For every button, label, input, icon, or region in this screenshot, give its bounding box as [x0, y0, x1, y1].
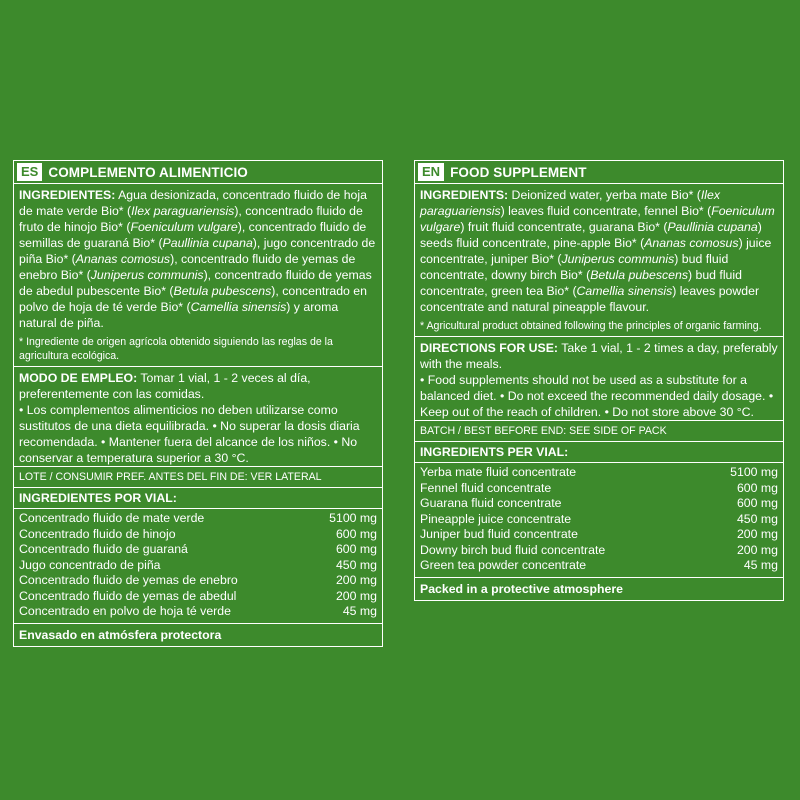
ingredient-quantity: 600 mg: [335, 542, 377, 556]
usage-instructions: Tomar 1 vial, 1 - 2 veces al día, preferentemente con las comidas.: [19, 371, 311, 401]
ingredient-name: Concentrado fluido de yemas de abedul: [19, 588, 237, 603]
ingredient-row: [420, 496, 778, 512]
per-vial-section: [14, 488, 382, 624]
ingredients-text: [420, 187, 778, 315]
organic-note: * Ingrediente de origen agrícola obtenido siguiendo las reglas de la agricultura ecológica.: [19, 336, 333, 362]
ingredient-quantity: 5100 mg: [730, 465, 778, 479]
ingredients-fragment: ) leaves fluid concentrate, fennel Bio* (: [500, 204, 712, 218]
ingredient-name: Yerba mate fluid concentrate: [420, 465, 577, 479]
organic-note: * Agricultural product obtained following the principles of organic farming.: [420, 320, 762, 332]
ingredient-row: [420, 558, 778, 574]
latin-name: Ananas comosus: [75, 252, 171, 266]
ingredient-name: Jugo concentrado de piña: [19, 557, 161, 572]
ingredients-fragment: ), concentrado fluido de yemas de enebro Bio* (: [19, 252, 356, 282]
latin-name: Betula pubescens: [590, 268, 688, 282]
ingredient-row: [420, 527, 778, 543]
ingredient-name: Concentrado en polvo de hoja té verde: [19, 604, 231, 618]
ingredients-fragment: ) bud fluid concentrate, green tea Bio* (: [420, 268, 742, 298]
ingredients-section: [415, 184, 783, 337]
per-vial-label: INGREDIENTES POR VIAL:: [14, 488, 382, 509]
latin-name: Camellia sinensis: [190, 300, 287, 314]
usage-section: [14, 367, 382, 488]
ingredients-fragment: ), jugo concentrado de piña Bio* (: [19, 236, 376, 266]
ingredient-name: Fennel fluid concentrate: [420, 480, 552, 495]
ingredient-row: [420, 543, 778, 559]
ingredient-row: [420, 465, 778, 481]
ingredient-row: [19, 589, 377, 605]
ingredient-row: [19, 511, 377, 527]
latin-name: Juniperus communis: [561, 252, 675, 266]
per-vial-table: [420, 465, 778, 574]
ingredient-quantity: 5100 mg: [329, 511, 377, 525]
ingredient-name: Concentrado fluido de yemas de enebro: [19, 573, 238, 587]
usage-instructions: Take 1 vial, 1 - 2 times a day, preferably with the meals.: [420, 341, 778, 371]
usage-label: DIRECTIONS FOR USE:: [420, 341, 559, 355]
ingredient-name: Pineapple juice concentrate: [420, 511, 572, 526]
latin-name: Camellia sinensis: [576, 284, 673, 298]
ingredient-quantity: 600 mg: [736, 496, 778, 510]
latin-name: Ilex paraguariensis: [420, 188, 721, 218]
ingredient-quantity: 45 mg: [342, 604, 377, 618]
per-vial-table: [19, 511, 377, 620]
latin-name: Paullinia cupana: [162, 236, 253, 250]
ingredients-label: INGREDIENTES:: [19, 188, 116, 202]
ingredients-fragment: ) seeds fluid concentrate, pine-apple Bio* (: [420, 220, 762, 250]
ingredients-label: INGREDIENTS:: [420, 188, 509, 202]
ingredient-name: Juniper bud fluid concentrate: [420, 527, 578, 541]
latin-name: Ananas comosus: [644, 236, 739, 250]
usage-section: [415, 337, 783, 442]
ingredients-text: [19, 187, 377, 331]
ingredients-fragment: ), concentrado fluido de fruto de hinojo Bio* (: [19, 204, 363, 234]
warnings-text: • Los complementos alimenticios no deben utilizarse como sustitutos de una dieta equilibrada. • No superar la dosis diaria recomendada. • Mantener fuera del alcance de los niños. • No conservar a temperatura superior a 30 °C.: [19, 403, 360, 465]
ingredient-quantity: 200 mg: [736, 527, 778, 541]
ingredient-row: [19, 542, 377, 558]
ingredients-fragment: Agua desionizada, concentrado fluido de hoja de mate verde Bio* (: [19, 188, 367, 218]
usage-label: MODO DE EMPLEO:: [19, 371, 138, 385]
ingredients-fragment: ) y aroma natural de piña.: [19, 300, 339, 330]
panel-header: [14, 161, 382, 184]
ingredient-quantity: 200 mg: [736, 542, 778, 557]
packaging-note: Packed in a protective atmosphere: [420, 581, 623, 596]
ingredients-section: [14, 184, 382, 367]
footer-section: [415, 578, 783, 600]
usage-text: [420, 340, 778, 372]
ingredient-name: Guarana fluid concentrate: [420, 496, 562, 510]
usage-text: [19, 370, 377, 402]
ingredients-fragment: ) juice concentrate, juniper Bio* (: [420, 236, 772, 266]
ingredients-fragment: ) leaves powder concentrate and natural pineapple flavour.: [420, 284, 760, 314]
ingredient-row: [19, 573, 377, 589]
footer-section: [14, 624, 382, 646]
ingredients-fragment: ), concentrado en polvo de hoja de té verde Bio* (: [19, 284, 367, 314]
label-panel-en: [414, 160, 784, 601]
packaging-note: Envasado en atmósfera protectora: [19, 627, 222, 642]
ingredient-row: [19, 558, 377, 574]
warnings-text: • Food supplements should not be used as a substitute for a balanced diet. • Do not exceed the recommended daily dosage. • Keep out of the reach of children. • Do not store above 30 °C.: [420, 373, 774, 419]
panel-title: COMPLEMENTO ALIMENTICIO: [48, 164, 248, 180]
latin-name: Juniperus communis: [90, 268, 204, 282]
latin-name: Foeniculum vulgare: [130, 220, 238, 234]
ingredient-quantity: 45 mg: [743, 558, 778, 572]
panel-header: [415, 161, 783, 184]
per-vial-section: [415, 442, 783, 578]
ingredient-name: Concentrado fluido de hinojo: [19, 526, 176, 541]
ingredient-row: [420, 512, 778, 528]
latin-name: Paullinia cupana: [667, 220, 758, 234]
batch-info: BATCH / BEST BEFORE END: SEE SIDE OF PACK: [415, 420, 783, 441]
ingredients-fragment: ), concentrado fluido de semillas de guaraná Bio* (: [19, 220, 367, 250]
ingredient-name: Downy birch bud fluid concentrate: [420, 542, 606, 557]
ingredients-fragment: ), concentrado fluido de yemas de abedul pubescente Bio* (: [19, 268, 372, 298]
ingredient-row: [19, 527, 377, 543]
panel-title: FOOD SUPPLEMENT: [450, 164, 587, 180]
ingredients-fragment: ) fruit fluid concentrate, guarana Bio* (: [460, 220, 668, 234]
ingredients-fragment: Deionized water, yerba mate Bio* (: [508, 188, 701, 202]
batch-info: LOTE / CONSUMIR PREF. ANTES DEL FIN DE: VER LATERAL: [14, 466, 382, 487]
ingredient-name: Green tea powder concentrate: [420, 558, 587, 572]
language-tag: ES: [17, 163, 42, 181]
ingredient-quantity: 600 mg: [335, 526, 377, 541]
ingredient-row: [19, 604, 377, 620]
latin-name: Ilex paraguariensis: [131, 204, 235, 218]
ingredient-row: [420, 481, 778, 497]
ingredient-quantity: 450 mg: [736, 511, 778, 526]
latin-name: Betula pubescens: [173, 284, 272, 298]
per-vial-label: INGREDIENTS PER VIAL:: [415, 442, 783, 463]
ingredients-fragment: ) bud fluid concentrate, downy birch Bio* (: [420, 252, 729, 282]
ingredient-quantity: 600 mg: [736, 480, 778, 495]
ingredient-name: Concentrado fluido de mate verde: [19, 511, 205, 525]
ingredient-quantity: 450 mg: [335, 557, 377, 572]
label-panel-es: [13, 160, 383, 647]
ingredient-quantity: 200 mg: [335, 573, 377, 587]
ingredient-name: Concentrado fluido de guaraná: [19, 542, 188, 556]
ingredient-quantity: 200 mg: [335, 588, 377, 603]
language-tag: EN: [418, 163, 444, 181]
latin-name: Foeniculum vulgare: [420, 204, 775, 234]
